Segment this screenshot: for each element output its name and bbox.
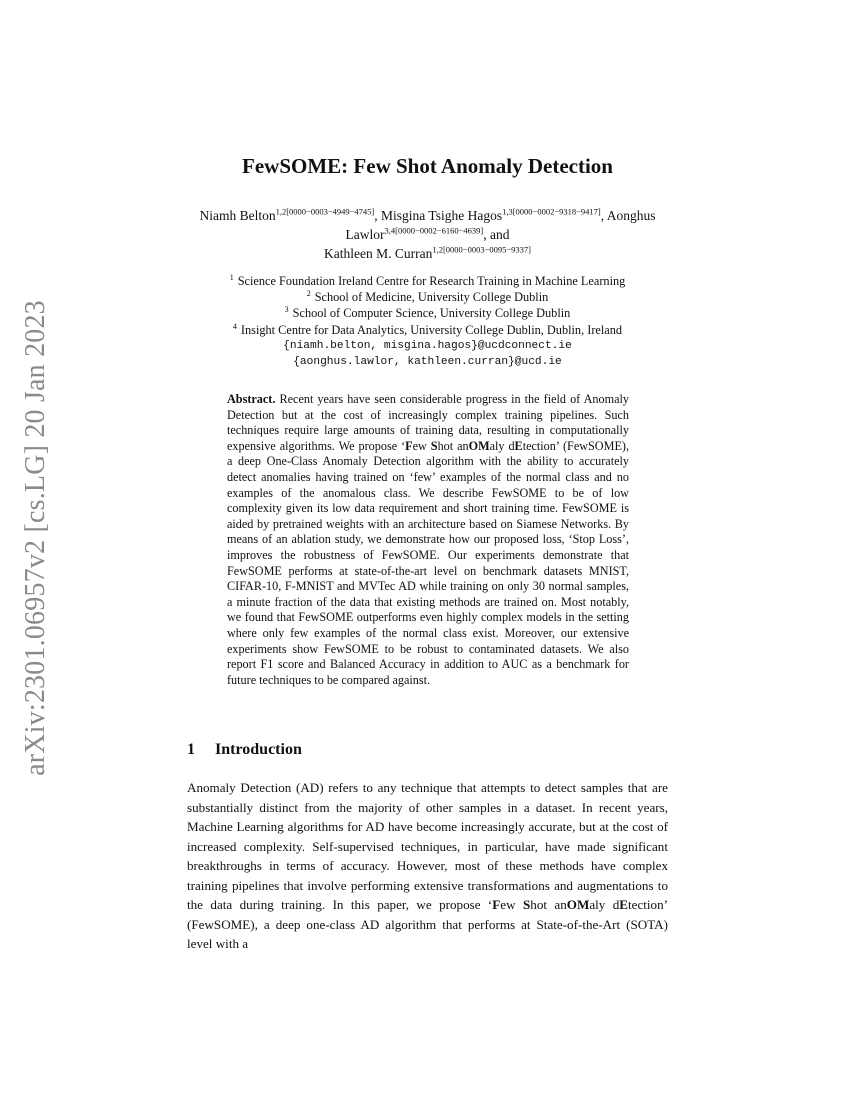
affiliation-number: 4 <box>232 321 237 331</box>
section-heading <box>187 741 302 759</box>
acronym-text: aly d <box>589 897 620 912</box>
acronym-letter: F <box>405 438 413 453</box>
affiliation-text: School of Computer Science, University College Dublin <box>292 306 571 321</box>
acronym-text: aly d <box>489 438 515 453</box>
affiliation-text: Science Foundation Ireland Centre for Research Training in Machine Learning <box>237 274 626 288</box>
abstract-text: ’ (FewSOME), a deep One-Class Anomaly Detection algorithm with the ability to accurately detect anomalies having trained on ‘few’ examples of the normal class and no examples of the anomalous class. We describe FewSOME to be of low complexity given its low data requirement and short training time. FewSOME is aided by pretrained weights with an architecture based on Siamese Networks. By means of an ablation study, we demonstrate how our proposed loss, ‘Stop Loss’, improves the robustness of FewSOME. Our experiments demonstrate that FewSOME performs at state-of-the-art level on benchmark datasets MNIST, CIFAR-10, F-MNIST and MVTec AD while training on only 30 normal samples, a minute fraction of the data that existing methods are trained on. Most notably, we found that FewSOME outperforms even highly complex models in the setting where only few examples of the normal class exist. Moreover, our extensive experiments show FewSOME to be robust to contaminated datasets. We also report F1 score and Balanced Accuracy in addition to AUC as a benchmark for future techniques to be compared against. <box>227 438 629 687</box>
acronym-text: ew <box>500 897 523 912</box>
acronym-text: tection <box>522 438 556 453</box>
acronym-text: tection <box>628 897 664 912</box>
acronym-letter: S <box>430 438 438 453</box>
author-separator: , <box>600 208 607 223</box>
author-list <box>187 206 668 263</box>
affiliation-number: 3 <box>284 305 289 315</box>
section-number: 1 <box>187 741 195 758</box>
author-affiliation-orcid: 3,4[0000−0002−6160−4639] <box>384 225 484 236</box>
affiliation-number: 2 <box>306 289 311 299</box>
acronym-letter: E <box>619 897 628 912</box>
affiliation-number: 1 <box>229 272 234 282</box>
arxiv-identifier: arXiv:2301.06957v2 [cs.LG] 20 Jan 2023 <box>20 300 51 776</box>
email-line: {aonghus.lawlor, kathleen.curran}@ucd.ie <box>293 356 562 369</box>
introduction-paragraph <box>187 778 668 954</box>
abstract-text: Recent years have seen considerable progress in the field of Anomaly Detection but at the cost of increasingly complex training pipelines. Such techniques require large amounts of training data, resulting in computationally expensive algorithms. We propose ‘ <box>227 392 629 453</box>
acronym-text: ew <box>412 438 431 453</box>
author-name: Niamh Belton <box>199 208 276 223</box>
affiliation-list <box>187 273 668 370</box>
acronym-text: hot an <box>530 897 567 912</box>
body-text: ’ (FewSOME), a deep one-class AD algorithm that performs at State-of-the-Art (SOTA) level with a <box>187 897 669 951</box>
acronym-letter: OM <box>468 438 490 453</box>
abstract <box>227 392 629 688</box>
abstract-label: Abstract. <box>227 392 276 406</box>
affiliation-text: Insight Centre for Data Analytics, University College Dublin, Dublin, Ireland <box>240 322 623 337</box>
affiliation-item <box>187 305 668 321</box>
body-text: Anomaly Detection (AD) refers to any technique that attempts to detect samples that are substantially distinct from the majority of other samples in a dataset. In recent years, Machine Learning algorithms for AD have become increasingly accurate, but at the cost of increased complexity. Self-supervised techniques, in particular, have made significant breakthroughs in terms of accuracy. However, most of these methods have complex training pipelines that involve performing extensive transformations and augmentations to the data during training. In this paper, we propose ‘ <box>187 780 668 912</box>
author-separator: , <box>374 208 382 223</box>
author-separator: , and <box>483 227 510 242</box>
acronym-letter: F <box>492 897 501 912</box>
author-name: Misgina Tsighe Hagos <box>381 208 503 223</box>
author-name: Aonghus Lawlor <box>345 208 656 242</box>
affiliation-item <box>187 289 668 305</box>
acronym-letter: E <box>514 438 523 453</box>
affiliation-item <box>187 322 668 338</box>
acronym-text: hot an <box>437 438 469 453</box>
section-title: Introduction <box>215 741 302 758</box>
acronym-letter: OM <box>566 897 590 912</box>
author-name: Kathleen M. Curran <box>323 246 433 261</box>
author-affiliation-orcid: 1,2[0000−0003−4949−4745] <box>275 206 375 217</box>
affiliation-text: School of Medicine, University College Dublin <box>314 290 549 305</box>
arxiv-side-stamp <box>0 0 70 1100</box>
affiliation-item <box>187 273 668 289</box>
author-affiliation-orcid: 1,3[0000−0002−9318−9417] <box>502 206 601 217</box>
email-line: {niamh.belton, misgina.hagos}@ucdconnect.ie <box>283 339 572 352</box>
author-affiliation-orcid: 1,2[0000−0003−0095−9337] <box>432 244 531 255</box>
acronym-letter: S <box>522 897 531 912</box>
paper-title: FewSOME: Few Shot Anomaly Detection <box>242 154 613 178</box>
